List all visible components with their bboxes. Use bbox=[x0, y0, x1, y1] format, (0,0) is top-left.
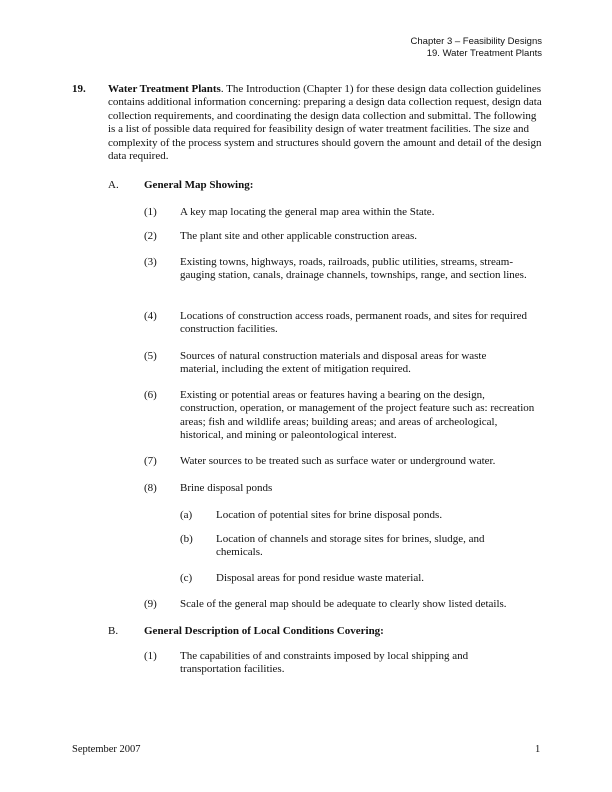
list-item-text: Locations of construction access roads, permanent roads, and sites for required construction facilities. bbox=[180, 310, 527, 336]
subsection-a-title: General Map Showing: bbox=[144, 179, 254, 191]
page-number: 1 bbox=[535, 744, 541, 755]
list-item-text: Scale of the general map should be adequate to clearly show listed details. bbox=[180, 598, 507, 610]
list-item-number: (4) bbox=[144, 310, 157, 322]
sublist-item-text: Location of potential sites for brine disposal ponds. bbox=[216, 509, 443, 521]
list-item-text: The plant site and other applicable construction areas. bbox=[180, 230, 418, 242]
list-item-text: Existing or potential areas or features having a bearing on the design, construction, operation, or management of the project feature such as: recreation areas; fish and wildlife areas; building areas; and areas of archeological, historical, and mining or paleontological interest. bbox=[180, 389, 535, 442]
list-item-text: A key map locating the general map area within the State. bbox=[180, 206, 435, 218]
subsection-a-letter: A. bbox=[108, 179, 119, 191]
header-section: 19. Water Treatment Plants bbox=[426, 48, 542, 59]
list-item-number: (1) bbox=[144, 206, 157, 218]
list-item-text: Brine disposal ponds bbox=[180, 482, 273, 494]
list-item-number: (8) bbox=[144, 482, 157, 494]
sublist-item-text: Disposal areas for pond residue waste material. bbox=[216, 572, 425, 584]
sublist-item-number: (a) bbox=[180, 509, 193, 521]
section-number: 19. bbox=[72, 83, 86, 95]
list-item-text: Existing towns, highways, roads, railroads, public utilities, streams, stream-gauging station, canals, drainage channels, townships, range, and section lines. bbox=[180, 256, 527, 282]
sublist-item-number: (b) bbox=[180, 533, 193, 545]
list-item-text: Sources of natural construction materials and disposal areas for waste material, including the extent of mitigation required. bbox=[180, 350, 487, 376]
footer-date: September 2007 bbox=[72, 744, 141, 755]
list-item-number: (2) bbox=[144, 230, 157, 242]
list-item-number: (1) bbox=[144, 650, 157, 662]
list-item-text: Water sources to be treated such as surface water or underground water. bbox=[180, 455, 496, 467]
list-item-number: (5) bbox=[144, 350, 157, 362]
sublist-item-number: (c) bbox=[180, 572, 193, 584]
subsection-b-letter: B. bbox=[108, 625, 119, 637]
running-header bbox=[411, 36, 542, 60]
section-title: Water Treatment Plants bbox=[108, 83, 221, 95]
section-intro bbox=[108, 83, 544, 163]
list-item-number: (9) bbox=[144, 598, 157, 610]
section-intro-text: . The Introduction (Chapter 1) for these design data collection guidelines contains additional information concerning: preparing a design data collection request, design data collection requirements, and coordinating the design data collection and submittal. The following is a list of possible data required for feasibility design of water treatment facilities. The size and complexity of the process system and structures should govern the amount and detail of the design data required. bbox=[108, 83, 542, 163]
list-item-number: (7) bbox=[144, 455, 157, 467]
list-item-number: (6) bbox=[144, 389, 157, 401]
sublist-item-text: Location of channels and storage sites for brines, sludge, and chemicals. bbox=[216, 533, 485, 559]
list-item-text: The capabilities of and constraints imposed by local shipping and transportation facilities. bbox=[180, 650, 469, 676]
list-item-number: (3) bbox=[144, 256, 157, 268]
subsection-b-title: General Description of Local Conditions Covering: bbox=[144, 625, 384, 637]
header-chapter: Chapter 3 – Feasibility Designs bbox=[410, 36, 542, 47]
